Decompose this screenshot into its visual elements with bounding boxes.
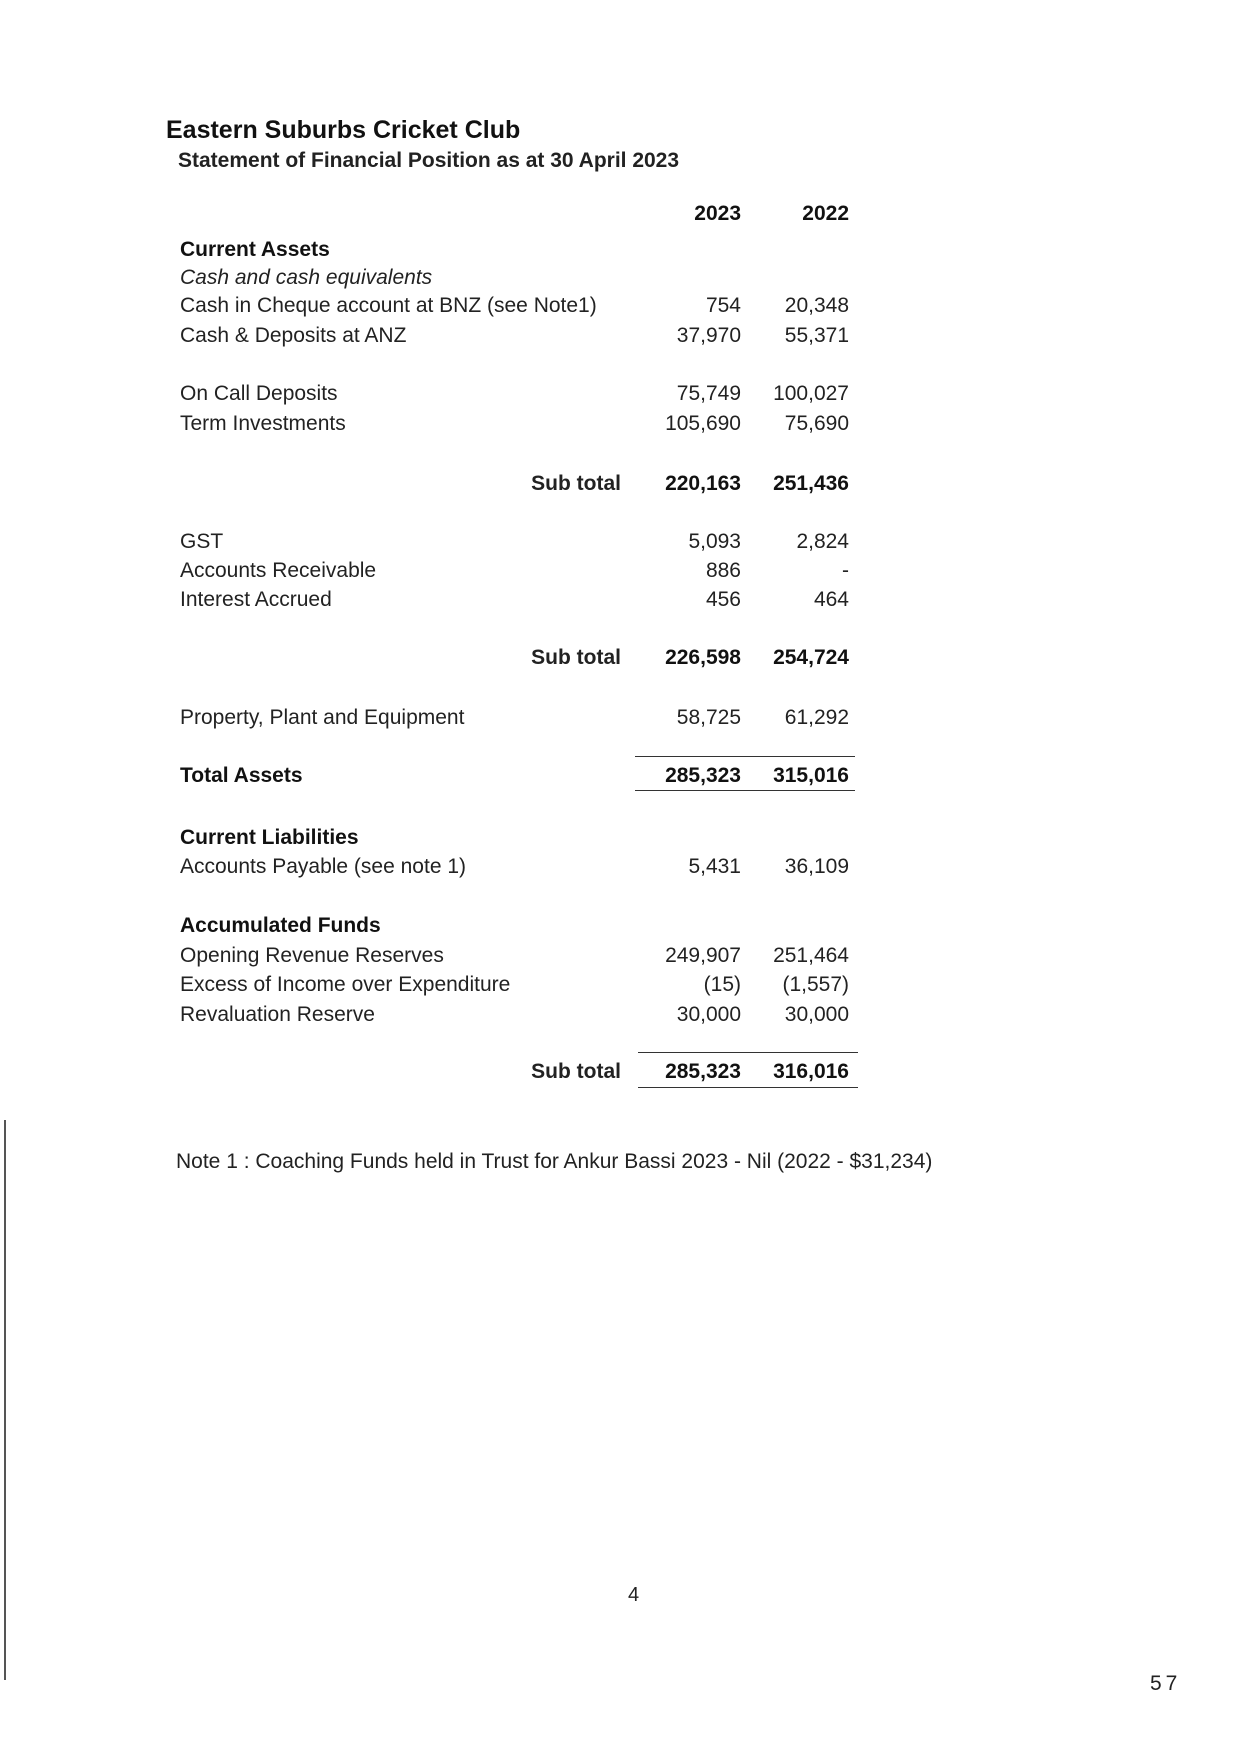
value-2023: 105,690 [665,412,741,435]
value-2022: (1,557) [782,973,849,996]
total-bottom-rule [635,790,855,791]
subtotal-label: Sub total [531,1060,621,1083]
total-assets-2023: 285,323 [665,764,741,787]
value-2023: (15) [703,973,741,996]
subtotal-label: Sub total [531,646,621,669]
value-2023: 456 [705,588,741,611]
line-item-label: Term Investments [180,412,346,435]
total-assets-2022: 315,016 [773,764,849,787]
line-item-label: Excess of Income over Expenditure [180,973,511,996]
value-2022: 464 [813,588,849,611]
value-2023: 30,000 [676,1003,741,1026]
accumulated-funds-heading-row [0,914,1241,944]
line-item-row [0,944,1241,974]
value-2023: 754 [705,294,741,317]
accumulated-funds-heading: Accumulated Funds [180,914,381,937]
line-item-row [0,1003,1241,1033]
cash-equivalents-heading-row [0,266,1241,296]
line-item-label: On Call Deposits [180,382,338,405]
line-item-row [0,294,1241,324]
value-2022: 30,000 [784,1003,849,1026]
line-item-row [0,706,1241,736]
line-item-label: Accounts Payable (see note 1) [180,855,467,878]
line-item-row [0,973,1241,1003]
line-item-label: Interest Accrued [180,588,332,611]
value-2023: 886 [705,559,741,582]
value-2022: 55,371 [784,324,849,347]
document-number: 57 [1150,1672,1182,1695]
value-2022: - [842,559,849,582]
column-2023-header: 2023 [694,202,741,225]
subtotal-2023: 220,163 [665,472,741,495]
subtotal-top-rule [638,1052,858,1053]
line-item-row [0,588,1241,618]
organization-title: Eastern Suburbs Cricket Club [166,116,521,144]
value-2022: 20,348 [784,294,849,317]
line-item-row [0,530,1241,560]
line-item-row [0,324,1241,354]
value-2023: 58,725 [676,706,741,729]
subtotal-2023: 285,323 [665,1060,741,1083]
scan-edge-line [4,1120,6,1680]
line-item-label: Cash in Cheque account at BNZ (see Note1) [180,294,597,317]
line-item-label: Property, Plant and Equipment [180,706,465,729]
value-2022: 2,824 [796,530,849,553]
column-2022-header: 2022 [802,202,849,225]
subtotal-2022: 251,436 [773,472,849,495]
current-assets-heading-row [0,238,1241,268]
value-2022: 61,292 [784,706,849,729]
value-2023: 5,431 [688,855,741,878]
subtotal-2022: 254,724 [773,646,849,669]
current-liabilities-heading-row [0,826,1241,856]
value-2023: 75,749 [676,382,741,405]
page-number: 4 [628,1584,640,1606]
subtotal-2022: 316,016 [773,1060,849,1083]
total-top-rule [635,756,855,757]
line-item-row [0,559,1241,589]
value-2022: 75,690 [784,412,849,435]
line-item-label: Opening Revenue Reserves [180,944,444,967]
subtotal-row [0,646,1241,676]
subtotal-bottom-rule [638,1087,858,1088]
footnote: Note 1 : Coaching Funds held in Trust for Ankur Bassi 2023 - Nil (2022 - $31,234) [176,1150,933,1173]
total-assets-label: Total Assets [180,764,303,787]
line-item-row [0,382,1241,412]
subtotal-row [0,472,1241,502]
current-liabilities-heading: Current Liabilities [180,826,359,849]
value-2023: 37,970 [676,324,741,347]
column-header-row [0,202,1241,232]
value-2022: 100,027 [773,382,849,405]
cash-equivalents-heading: Cash and cash equivalents [180,266,433,289]
value-2023: 5,093 [688,530,741,553]
current-assets-heading: Current Assets [180,238,330,261]
line-item-label: Cash & Deposits at ANZ [180,324,407,347]
line-item-label: Revaluation Reserve [180,1003,375,1026]
subtotal-2023: 226,598 [665,646,741,669]
total-assets-row [0,764,1241,794]
line-item-label: GST [180,530,224,553]
subtotal-label: Sub total [531,472,621,495]
line-item-row [0,855,1241,885]
statement-title: Statement of Financial Position as at 30 April 2023 [178,149,680,172]
value-2022: 251,464 [773,944,849,967]
value-2022: 36,109 [784,855,849,878]
subtotal-row [0,1060,1241,1090]
line-item-label: Accounts Receivable [180,559,377,582]
value-2023: 249,907 [665,944,741,967]
line-item-row [0,412,1241,442]
